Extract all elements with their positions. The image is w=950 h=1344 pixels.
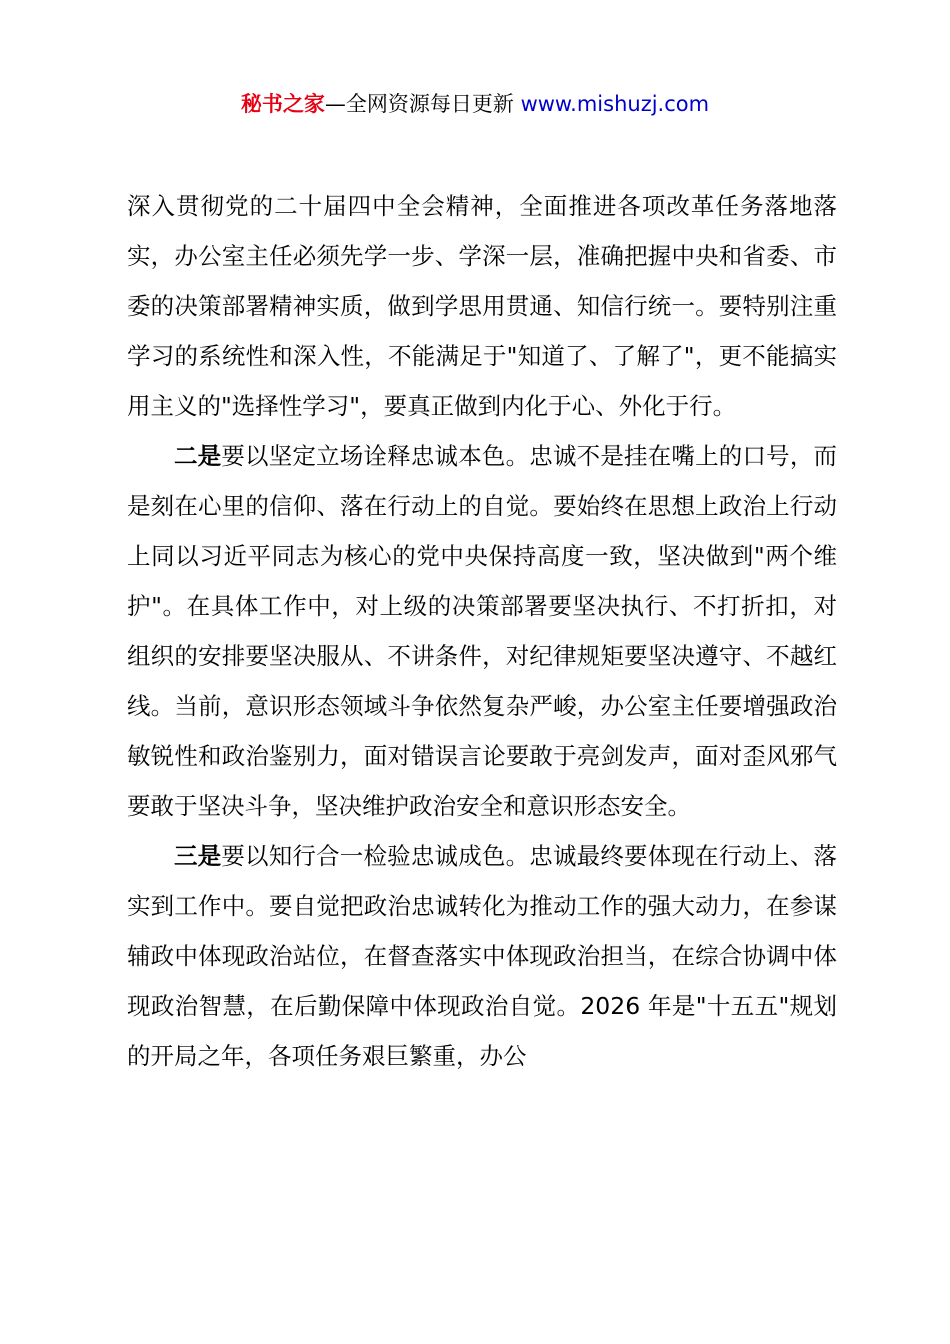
header-tagline: —全网资源每日更新	[324, 92, 521, 116]
site-url-link[interactable]: www.mishuzj.com	[520, 92, 710, 116]
paragraph-3-text: 要以知行合一检验忠诚成色。忠诚最终要体现在行动上、落实到工作中。要自觉把政治忠诚转化为推动工作的强大动力，在参谋辅政中体现政治站位，在督查落实中体现政治担当，在综合协调中体现政治智慧，在后勤保障中体现政治自觉。2026 年是"十五五"规划的开局之年，各项任务艰巨繁重，办公	[127, 842, 838, 1070]
brand-name: 秘书之家	[240, 92, 325, 116]
paragraph-3-lead: 三是	[174, 842, 222, 870]
page-header	[0, 88, 950, 120]
paragraph-3	[127, 831, 837, 1081]
paragraph-1	[127, 181, 837, 431]
paragraph-2-lead: 二是	[174, 442, 222, 470]
paragraph-2-text: 要以坚定立场诠释忠诚本色。忠诚不是挂在嘴上的口号，而是刻在心里的信仰、落在行动上的自觉。要始终在思想上政治上行动上同以习近平同志为核心的党中央保持高度一致，坚决做到"两个维护"。在具体工作中，对上级的决策部署要坚决执行、不打折扣，对组织的安排要坚决服从、不讲条件，对纪律规矩要坚决遵守、不越红线。当前，意识形态领域斗争依然复杂严峻，办公室主任要增强政治敏锐性和政治鉴别力，面对错误言论要敢于亮剑发声，面对歪风邪气要敢于坚决斗争，坚决维护政治安全和意识形态安全。	[127, 442, 838, 820]
document-body	[127, 181, 837, 1081]
paragraph-2	[127, 431, 837, 831]
paragraph-1-text: 深入贯彻党的二十届四中全会精神，全面推进各项改革任务落地落实，办公室主任必须先学一步、学深一层，准确把握中央和省委、市委的决策部署精神实质，做到学思用贯通、知信行统一。要特别注重学习的系统性和深入性，不能满足于"知道了、了解了"，更不能搞实用主义的"选择性学习"，要真正做到内化于心、外化于行。	[127, 192, 837, 420]
